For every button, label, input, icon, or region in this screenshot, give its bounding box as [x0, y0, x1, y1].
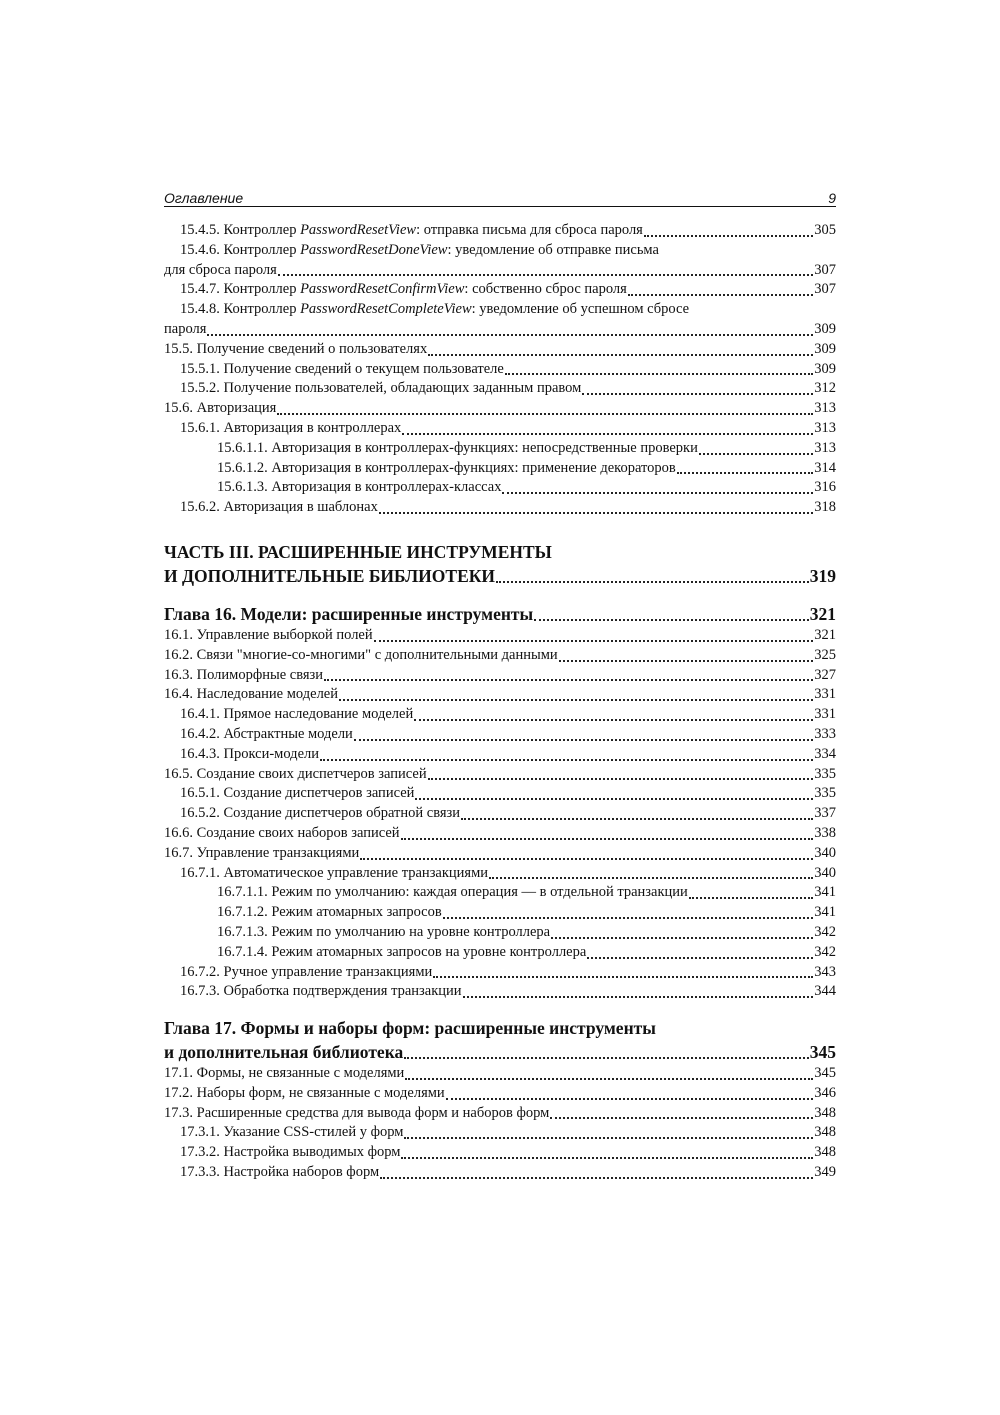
toc-page-number: 346 — [814, 1084, 836, 1101]
toc-entry-first-line: 15.4.6. Контроллер PasswordResetDoneView: уведомление об отправке письма — [180, 241, 659, 258]
dot-leader — [489, 877, 813, 879]
toc-entry-title: 16.4.2. Абстрактные модели — [180, 725, 353, 742]
toc-entry-title: 15.6.2. Авторизация в шаблонах — [180, 499, 378, 516]
toc-entry-title: 16.7.3. Обработка подтверждения транзакции — [180, 983, 462, 1000]
toc-page-number: 348 — [814, 1104, 836, 1121]
dot-leader — [324, 679, 813, 681]
dot-leader — [550, 1117, 813, 1119]
toc-entry-title: 17.1. Формы, не связанные с моделями — [164, 1065, 405, 1082]
toc-page-number: 319 — [809, 565, 836, 586]
dot-leader — [401, 838, 814, 840]
toc-entry — [164, 340, 836, 360]
toc-entry-title: пароля — [164, 320, 207, 337]
toc-entry — [164, 864, 836, 884]
toc-entry-title: 16.1. Управление выборкой полей — [164, 626, 373, 643]
toc-entry-title: 16.7.1.4. Режим атомарных запросов на уровне контроллера — [217, 943, 587, 960]
toc-entry — [164, 221, 836, 241]
toc-entry — [164, 1163, 836, 1183]
toc-entry — [164, 478, 836, 498]
toc-entry — [164, 646, 836, 666]
dot-leader — [277, 413, 813, 415]
dot-leader — [534, 619, 809, 621]
dot-leader — [339, 699, 813, 701]
chapter-heading — [164, 602, 836, 626]
toc-entry — [164, 498, 836, 518]
dot-leader — [587, 957, 813, 959]
toc-entry-title: 16.4.1. Прямое наследование моделей — [180, 706, 414, 723]
toc-page-number: 334 — [814, 745, 836, 762]
toc-page-number: 316 — [814, 479, 836, 496]
toc-page-number: 335 — [814, 785, 836, 802]
toc-page-number: 321 — [814, 626, 836, 643]
toc-page-number: 307 — [814, 281, 836, 298]
toc-entry — [164, 666, 836, 686]
toc-page-number: 348 — [814, 1124, 836, 1141]
toc-page-number: 318 — [814, 499, 836, 516]
toc-page-number: 313 — [814, 439, 836, 456]
book-page — [164, 184, 836, 1183]
part-heading-title: И ДОПОЛНИТЕЛЬНЫЕ БИБЛИОТЕКИ — [164, 565, 496, 586]
dot-leader — [443, 917, 814, 919]
toc-entry-title: 16.3. Полиморфные связи — [164, 666, 324, 683]
toc-entry-title: 15.6.1.3. Авторизация в контроллерах-классах — [217, 479, 502, 496]
toc-entry — [164, 982, 836, 1002]
toc-entry — [164, 459, 836, 479]
toc-page-number: 344 — [814, 983, 836, 1000]
toc-entry-title: 16.4.3. Прокси-модели — [180, 745, 319, 762]
toc-page-number: 309 — [814, 320, 836, 337]
toc-page-number: 313 — [814, 400, 836, 417]
dot-leader — [278, 274, 813, 276]
toc-entry-title: 16.7.2. Ручное управление транзакциями — [180, 963, 433, 980]
toc-entry-title: 15.5.2. Получение пользователей, обладающих заданным правом — [180, 380, 582, 397]
toc-page-number: 345 — [809, 1042, 836, 1063]
dot-leader — [374, 640, 814, 642]
toc-entry-title: 16.7. Управление транзакциями — [164, 844, 360, 861]
dot-leader — [428, 354, 813, 356]
toc-entry-title: 17.3.1. Указание CSS-стилей у форм — [180, 1124, 404, 1141]
dot-leader — [207, 334, 813, 336]
toc-entry-title: 15.6.1. Авторизация в контроллерах — [180, 419, 402, 436]
part-heading-first-line: ЧАСТЬ III. РАСШИРЕННЫЕ ИНСТРУМЕНТЫ — [164, 541, 552, 562]
toc-page-number: 342 — [814, 923, 836, 940]
spacer — [164, 1002, 836, 1016]
toc-entry — [164, 360, 836, 380]
table-of-contents — [164, 221, 836, 1183]
toc-entry-title: 17.3.3. Настройка наборов форм — [180, 1164, 380, 1181]
dot-leader — [405, 1078, 813, 1080]
toc-entry — [164, 844, 836, 864]
part-heading — [164, 564, 836, 588]
toc-entry — [164, 280, 836, 300]
dot-leader — [379, 512, 813, 514]
toc-entry-title: 15.6.1.2. Авторизация в контроллерах-функциях: применение декораторов — [217, 459, 676, 476]
toc-entry — [164, 963, 836, 983]
dot-leader — [404, 1137, 813, 1139]
toc-page-number: 331 — [814, 686, 836, 703]
toc-page-number: 342 — [814, 943, 836, 960]
toc-page-number: 321 — [809, 603, 836, 624]
dot-leader — [502, 492, 813, 494]
dot-leader — [496, 581, 809, 583]
toc-page-number: 335 — [814, 765, 836, 782]
dot-leader — [582, 393, 813, 395]
dot-leader — [505, 373, 813, 375]
toc-page-number: 331 — [814, 706, 836, 723]
toc-entry — [164, 685, 836, 705]
toc-page-number: 338 — [814, 824, 836, 841]
toc-entry-title: для сброса пароля — [164, 261, 277, 278]
toc-entry-title: 16.2. Связи "многие-со-многими" с дополнительными данными — [164, 646, 558, 663]
toc-entry-title: 16.7.1.2. Режим атомарных запросов — [217, 904, 442, 921]
toc-entry-title: 16.6. Создание своих наборов записей — [164, 824, 400, 841]
toc-page-number: 309 — [814, 340, 836, 357]
toc-entry — [164, 725, 836, 745]
toc-page-number: 305 — [814, 222, 836, 238]
toc-entry — [164, 804, 836, 824]
toc-entry — [164, 261, 836, 281]
toc-page-number: 337 — [814, 805, 836, 822]
toc-entry — [164, 379, 836, 399]
dot-leader — [644, 235, 813, 237]
dot-leader — [628, 294, 813, 296]
dot-leader — [677, 472, 813, 474]
dot-leader — [699, 453, 813, 455]
toc-entry-title: 16.5.1. Создание диспетчеров записей — [180, 785, 415, 802]
toc-entry-title: 15.5.1. Получение сведений о текущем пользователе — [180, 360, 504, 377]
toc-entry — [164, 903, 836, 923]
toc-entry — [164, 1123, 836, 1143]
toc-entry — [164, 626, 836, 646]
chapter-heading — [164, 1040, 836, 1064]
dot-leader — [446, 1098, 814, 1100]
toc-entry — [164, 943, 836, 963]
spacer — [164, 588, 836, 602]
toc-entry — [164, 1084, 836, 1104]
toc-page-number: 340 — [814, 864, 836, 881]
toc-entry-title: 16.5.2. Создание диспетчеров обратной связи — [180, 805, 461, 822]
dot-leader — [320, 759, 813, 761]
dot-leader — [463, 996, 814, 998]
dot-leader — [404, 1057, 808, 1059]
toc-entry — [164, 399, 836, 419]
dot-leader — [380, 1177, 813, 1179]
toc-entry-title: 15.6. Авторизация — [164, 400, 277, 417]
spacer — [164, 518, 836, 540]
toc-page-number: 307 — [814, 261, 836, 278]
toc-entry-title: 16.4. Наследование моделей — [164, 686, 338, 703]
toc-entry — [164, 923, 836, 943]
toc-entry — [164, 419, 836, 439]
dot-leader — [689, 897, 813, 899]
dot-leader — [551, 937, 813, 939]
toc-page-number: 312 — [814, 380, 836, 397]
toc-page-number: 340 — [814, 844, 836, 861]
dot-leader — [360, 858, 813, 860]
toc-entry-title: 16.5. Создание своих диспетчеров записей — [164, 765, 427, 782]
dot-leader — [415, 798, 813, 800]
toc-page-number: 333 — [814, 725, 836, 742]
toc-entry — [164, 1064, 836, 1084]
toc-page-number: 314 — [814, 459, 836, 476]
toc-entry-title: 15.6.1.1. Авторизация в контроллерах-функциях: непосредственные проверки — [217, 439, 698, 456]
toc-page-number: 309 — [814, 360, 836, 377]
dot-leader — [402, 433, 813, 435]
toc-page-number: 345 — [814, 1065, 836, 1082]
toc-entry-title: 17.2. Наборы форм, не связанные с моделями — [164, 1084, 445, 1101]
toc-entry — [164, 765, 836, 785]
toc-page-number: 327 — [814, 666, 836, 683]
toc-page-number: 325 — [814, 646, 836, 663]
toc-entry — [164, 1104, 836, 1124]
toc-page-number: 348 — [814, 1144, 836, 1161]
running-header — [164, 184, 836, 207]
page-number: 9 — [828, 190, 836, 206]
toc-entry-title: 16.7.1. Автоматическое управление транзакциями — [180, 864, 489, 881]
dot-leader — [461, 818, 813, 820]
toc-entry — [164, 705, 836, 725]
toc-entry — [164, 883, 836, 903]
toc-entry — [164, 439, 836, 459]
chapter-heading-first-line: Глава 17. Формы и наборы форм: расширенные инструменты — [164, 1018, 656, 1039]
toc-page-number: 343 — [814, 963, 836, 980]
toc-page-number: 341 — [814, 884, 836, 901]
toc-page-number: 341 — [814, 904, 836, 921]
toc-entry-first-line: 15.4.8. Контроллер PasswordResetCompleteView: уведомление об успешном сбросе — [180, 301, 690, 318]
dot-leader — [559, 660, 814, 662]
dot-leader — [401, 1157, 813, 1159]
toc-entry — [164, 1143, 836, 1163]
dot-leader — [428, 778, 814, 780]
toc-entry — [164, 784, 836, 804]
running-header-title: Оглавление — [164, 190, 244, 206]
chapter-heading-title: и дополнительная библиотека — [164, 1042, 404, 1063]
toc-entry-title: 15.4.7. Контроллер PasswordResetConfirmView: собственно сброс пароля — [180, 281, 627, 298]
toc-entry-title: 16.7.1.3. Режим по умолчанию на уровне контроллера — [217, 923, 551, 940]
toc-entry-title: 15.5. Получение сведений о пользователях — [164, 340, 428, 357]
toc-entry — [164, 824, 836, 844]
chapter-heading-title: Глава 16. Модели: расширенные инструменты — [164, 603, 534, 624]
dot-leader — [414, 719, 813, 721]
toc-page-number: 349 — [814, 1164, 836, 1181]
toc-entry — [164, 320, 836, 340]
toc-entry-title: 17.3.2. Настройка выводимых форм — [180, 1144, 401, 1161]
dot-leader — [354, 739, 813, 741]
toc-page-number: 313 — [814, 419, 836, 436]
toc-entry — [164, 745, 836, 765]
dot-leader — [433, 976, 813, 978]
toc-entry-title: 15.4.5. Контроллер PasswordResetView: отправка письма для сброса пароля — [180, 222, 643, 238]
toc-entry-title: 17.3. Расширенные средства для вывода форм и наборов форм — [164, 1104, 550, 1121]
toc-entry-title: 16.7.1.1. Режим по умолчанию: каждая операция — в отдельной транзакции — [217, 884, 688, 901]
